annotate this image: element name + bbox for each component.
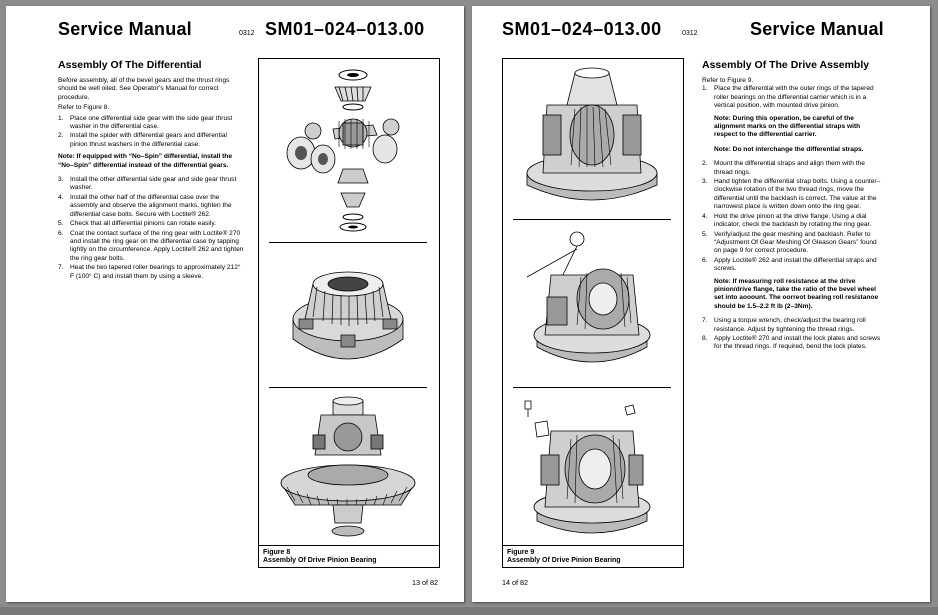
figure-caption: Assembly Of Drive Pinion Bearing [507, 557, 621, 564]
step-item [702, 257, 884, 274]
page-number: 13 of 82 [412, 578, 438, 587]
step-item [702, 317, 884, 334]
figure-label: Figure 9 [507, 549, 535, 556]
steps-list [702, 160, 884, 273]
step-text: Place one differential side gear with the side gear thrust washer in the differential case. [70, 114, 233, 131]
step-text: Verify/adjust the gear meshing and backlash. Refer to “Adjustment Of Gear Meshing Of Gleason Gears” found on page 9 for correct procedure. [714, 230, 877, 255]
caption-divider [259, 545, 439, 546]
step-number: 2. [702, 160, 708, 168]
dial-indicator-illustration [517, 227, 667, 377]
lock-plates-illustration [517, 395, 667, 545]
step-text: Install the spider with differential gears and differential pinion thrust washers in the differential case. [70, 132, 228, 148]
edition-code: 0312 [682, 30, 698, 37]
figure-divider [513, 219, 671, 220]
section-title: Assembly Of The Differential [58, 59, 202, 71]
page-number: 14 of 82 [502, 578, 528, 587]
ring-gear-assembly-illustration [273, 395, 423, 545]
step-number: 6. [702, 256, 708, 264]
step-text: Using a torque wrench, check/adjust the bearing roll resistance. Adjust by tightening the thread rings. [714, 317, 866, 333]
step-item [58, 194, 245, 219]
right-text-column [702, 77, 884, 353]
step-text: Heat the two tapered roller bearings to approximately 212° F (100° C) and install them by using a sleeve. [70, 264, 241, 280]
left-page [6, 6, 464, 602]
differential-case-illustration [273, 249, 423, 379]
step-number: 5. [58, 220, 64, 228]
figure-divider [269, 387, 427, 388]
intro-paragraph: Before assembly, all of the bevel gears and the thrust rings should be well oiled. See Operator’s Manual for correct procedure. [58, 77, 230, 101]
steps-list [58, 115, 245, 150]
doc-title: Service Manual [58, 19, 192, 39]
section-title: Assembly Of The Drive Assembly [702, 59, 870, 71]
step-item [58, 230, 245, 264]
figure-8-box [258, 58, 440, 568]
step-text: Install the other differential side gear and side gear thrust washer. [70, 176, 237, 192]
step-number: 1. [58, 114, 64, 122]
note: Note: During this operation, be careful of the alignment marks on the differential straps with respect to the differential carrier. [714, 114, 861, 139]
steps-list [702, 85, 884, 110]
step-item [702, 85, 884, 110]
exploded-differential-illustration [273, 65, 423, 235]
step-number: 1. [702, 85, 708, 93]
steps-list [702, 317, 884, 352]
doc-number: SM01–024–013.00 [502, 19, 662, 39]
step-item [58, 176, 245, 193]
step-number: 3. [58, 176, 64, 184]
step-item [58, 115, 245, 132]
step-text: Place the differential with the outer rings of the tapered roller bearings on the differential carrier which is in a vertical position, with mounted drive pinion. [714, 85, 874, 110]
step-item [702, 231, 884, 256]
step-number: 8. [702, 334, 708, 342]
step-number: 2. [58, 132, 64, 140]
step-number: 7. [58, 264, 64, 272]
step-number: 4. [58, 193, 64, 201]
note: Note: If measuring roll resistance at the drive pinion/drive flange, take the ratio of the bevel wheel set into aooount. The oorreot bearing roll resistanoe should be 1.5–2.2 ft lb (2–3Nm). [714, 277, 879, 310]
left-text-column [58, 77, 245, 282]
step-number: 5. [702, 230, 708, 238]
step-text: Install the other half of the differential case over the assembly and observe the alignment marks, tighten the differential case bolts. Secure with Loctite® 262. [70, 193, 232, 218]
figure-reference: Refer to Figure 9. [702, 77, 754, 84]
step-number: 3. [702, 178, 708, 186]
step-item [58, 132, 245, 149]
step-number: 4. [702, 212, 708, 220]
step-item [702, 213, 884, 230]
right-page [472, 6, 930, 602]
steps-list [58, 176, 245, 281]
step-item [58, 264, 245, 281]
step-text: Coat the contact surface of the ring gear with Loctite® 270 and install the ring gear on the differential case by tapping lightly on the circumference. Apply Loctite® 262 and tighten the ring gear bolts. [70, 229, 244, 262]
step-text: Apply Loctite® 262 and install the differential straps and screws. [714, 256, 877, 273]
step-text: Hand tighten the differential strap bolts. Using a counter–clockwise rotation of the two thread rings, move the differential until the backlash is correct. The value at the narrowest place is written down onto the ring gear. [714, 178, 881, 211]
step-item [702, 178, 884, 212]
figure-divider [269, 242, 427, 243]
note: Note: If equipped with “No–Spin” differential, install the “No–Spin” differential instead of the differential gears. [58, 153, 233, 169]
figure-caption: Assembly Of Drive Pinion Bearing [263, 557, 377, 564]
figure-reference: Refer to Figure 8. [58, 104, 110, 112]
figure-9-box [502, 58, 684, 568]
viewer-bottom-bar [0, 607, 938, 615]
step-item [702, 160, 884, 177]
edition-code: 0312 [239, 30, 255, 37]
step-number: 7. [702, 317, 708, 325]
step-text: Check that all differential pinions can rotate easily. [70, 220, 216, 228]
step-item [702, 335, 884, 352]
figure-label: Figure 8 [263, 549, 291, 556]
doc-number: SM01–024–013.00 [265, 19, 425, 39]
step-item [58, 220, 245, 228]
carrier-differential-illustration [517, 65, 667, 215]
caption-divider [503, 545, 683, 546]
step-text: Hold the drive pinion at the drive flange. Using a dial indicator, check the backlash by rotating the ring gear. [714, 212, 872, 229]
note: Note: Do not interchange the differential straps. [714, 145, 864, 153]
step-text: Mount the differential straps and align them with the thread rings. [714, 160, 865, 176]
step-number: 6. [58, 229, 64, 237]
doc-title: Service Manual [750, 19, 884, 39]
figure-divider [513, 387, 671, 388]
step-text: Apply Loctite® 270 and install the lock plates and screws for the thread rings. If required, bend the lock plates. [714, 334, 881, 351]
